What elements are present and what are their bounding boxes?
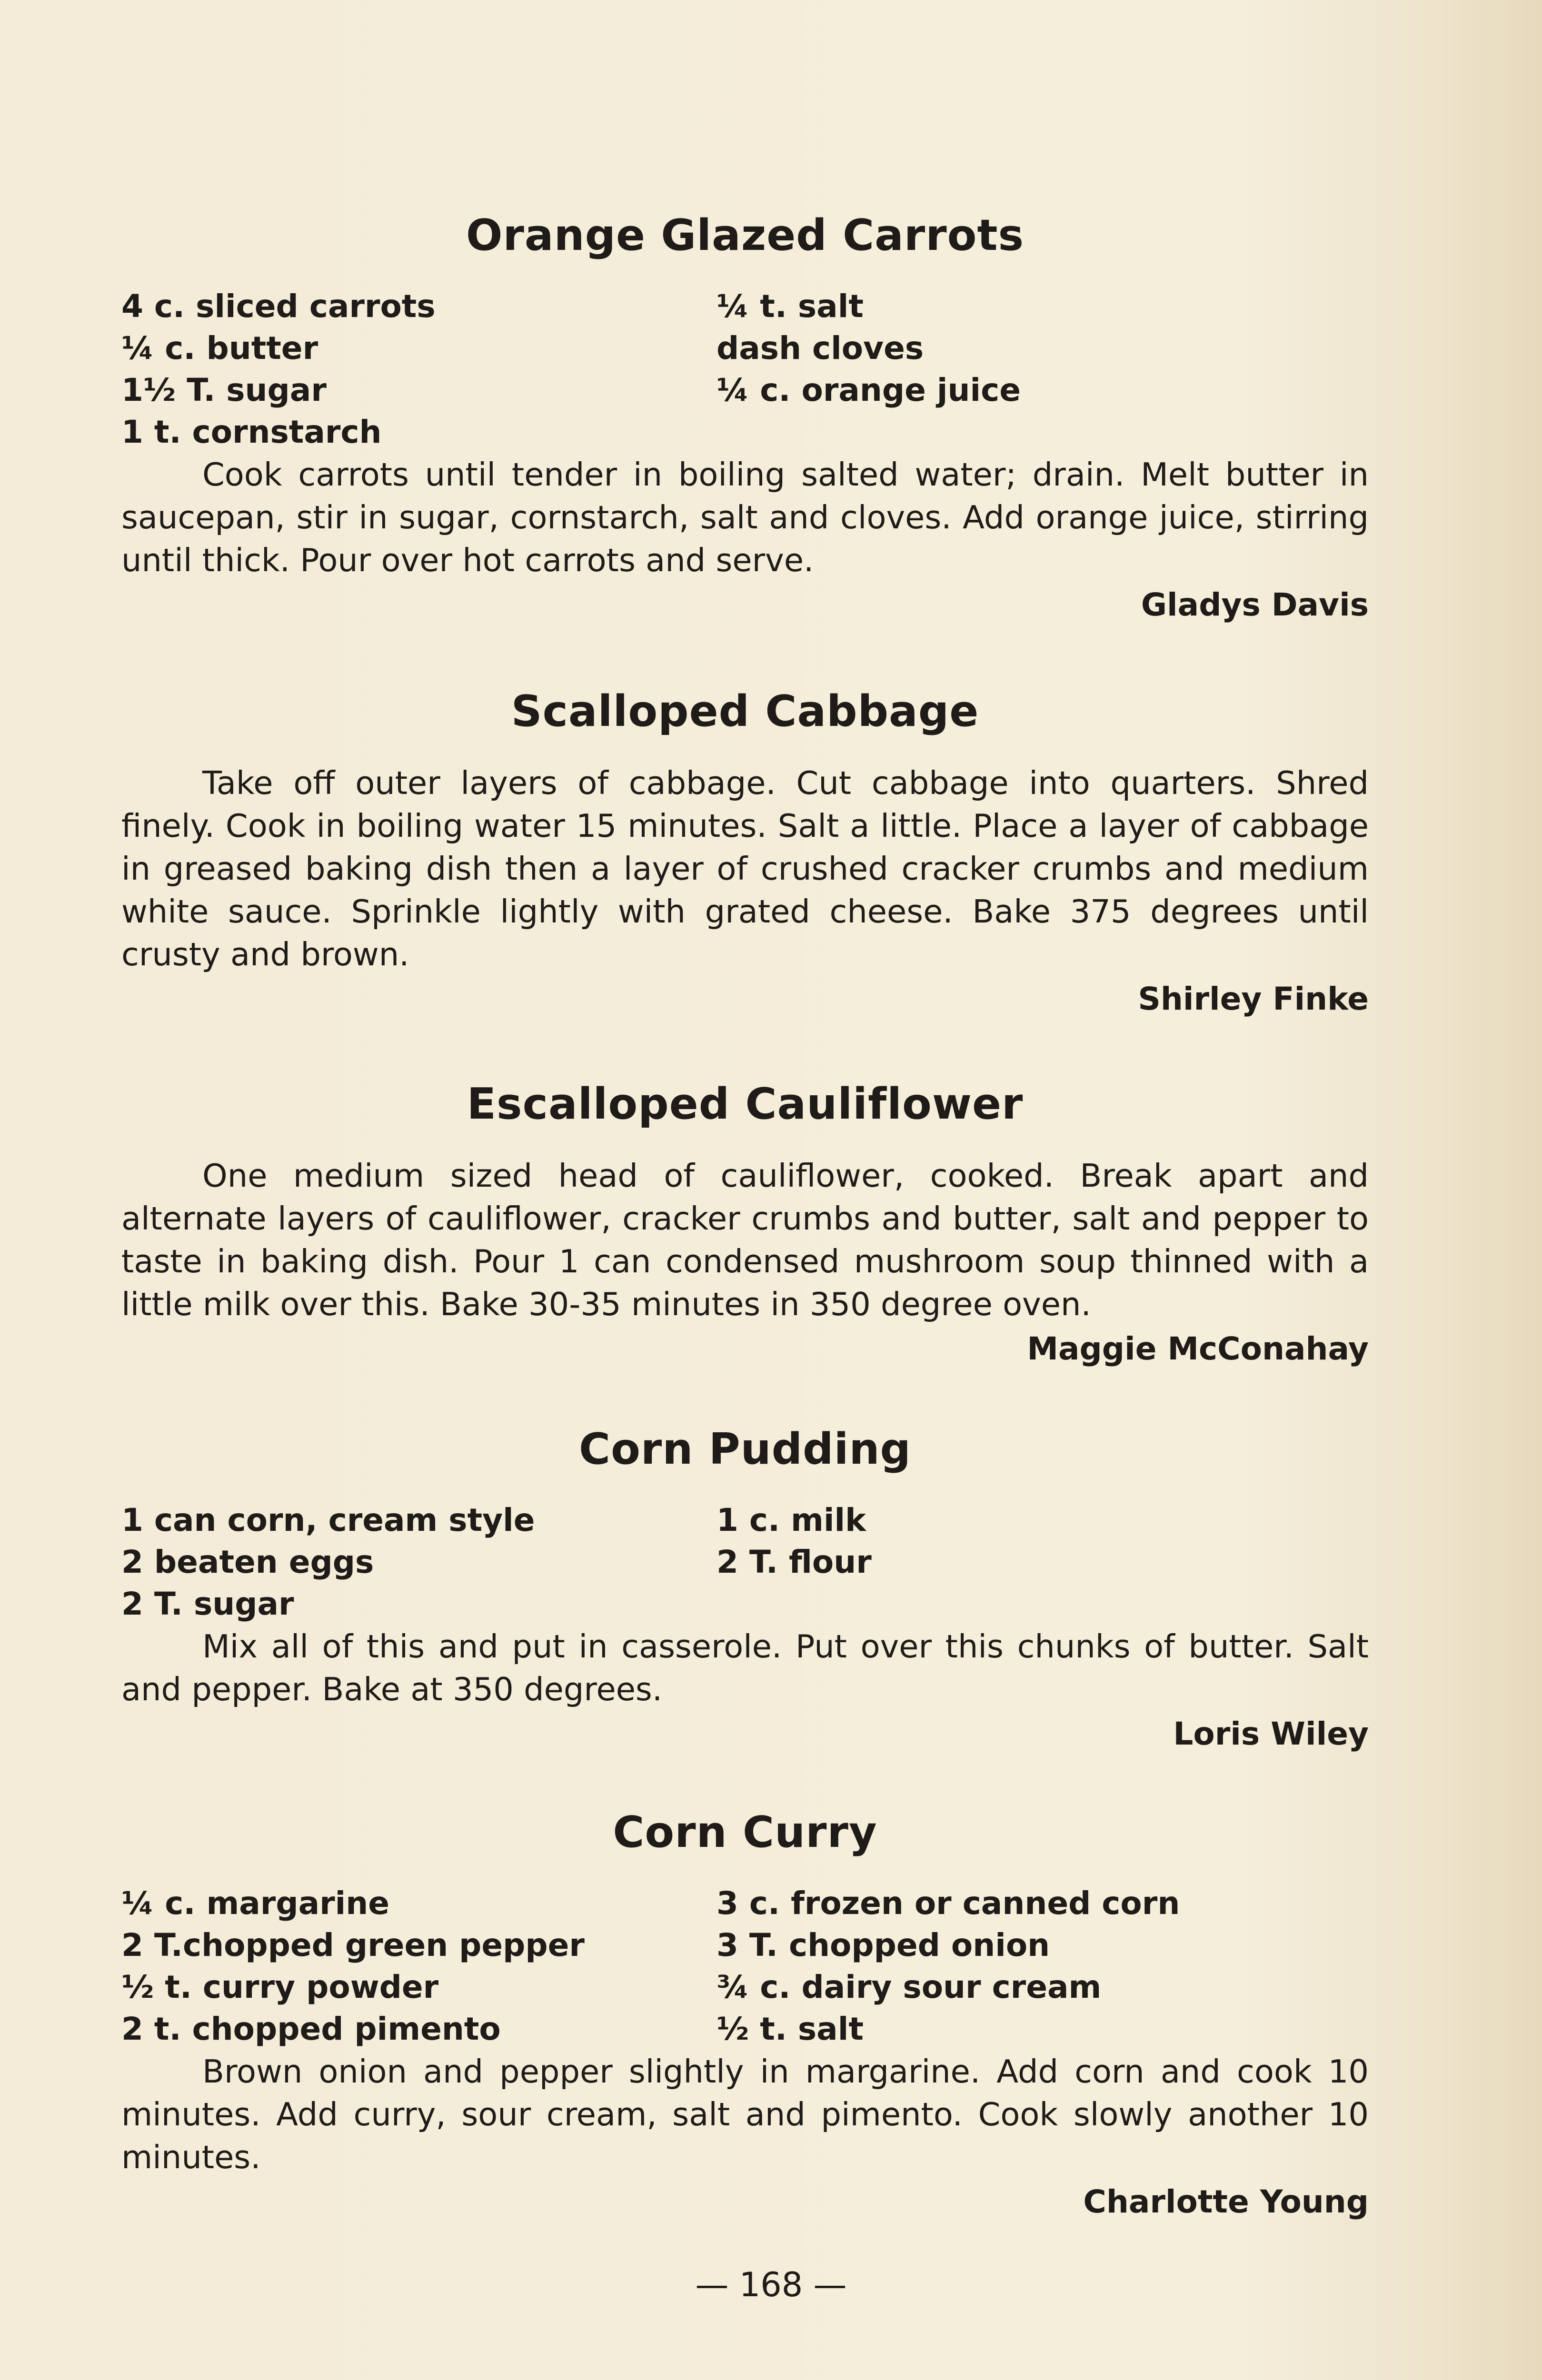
recipe-directions: Cook carrots until tender in boiling salted water; drain. Melt butter in saucepan, stir in sugar, cornstarch, salt and cloves. Add orange juice, stirring until thick. Pour over hot carrots and serve. bbox=[121, 456, 1369, 579]
recipe-orange-glazed-carrots bbox=[121, 209, 1369, 626]
ingredient: 3 T. chopped onion bbox=[716, 1927, 1050, 1964]
ingredient: 1 c. milk bbox=[716, 1502, 866, 1538]
recipe-author: Gladys Davis bbox=[1141, 586, 1369, 623]
ingredient: ¼ t. salt bbox=[716, 288, 864, 325]
ingredient-column-right bbox=[716, 1883, 1369, 2050]
ingredient-list bbox=[121, 1883, 1369, 2050]
recipe-title: Escalloped Cauliflower bbox=[467, 1079, 1024, 1129]
ingredient: ½ t. salt bbox=[716, 2011, 864, 2047]
recipe-corn-curry bbox=[121, 1806, 1369, 2223]
ingredient: ¾ c. dairy sour cream bbox=[716, 1969, 1102, 2005]
recipe-corn-pudding bbox=[121, 1423, 1369, 1755]
recipe-scalloped-cabbage bbox=[121, 685, 1369, 1021]
ingredient: ¼ c. orange juice bbox=[716, 372, 1021, 408]
ingredient-list bbox=[121, 286, 1369, 453]
page-number: — 168 — bbox=[695, 2265, 847, 2304]
ingredient-column-right bbox=[716, 1499, 1369, 1625]
recipe-directions: Mix all of this and put in casserole. Put over this chunks of butter. Salt and pepper. Bake at 350 degrees. bbox=[121, 1628, 1369, 1708]
ingredient: ¼ c. butter bbox=[121, 330, 318, 367]
ingredient: 2 T. sugar bbox=[121, 1586, 294, 1622]
ingredient: 1½ T. sugar bbox=[121, 372, 327, 408]
recipe-author: Maggie McConahay bbox=[1027, 1330, 1369, 1367]
ingredient: 1 can corn, cream style bbox=[121, 1502, 535, 1538]
ingredient: 4 c. sliced carrots bbox=[121, 288, 436, 325]
ingredient: dash cloves bbox=[716, 330, 924, 367]
recipe-directions: Brown onion and pepper slightly in margarine. Add corn and cook 10 minutes. Add curry, sour cream, salt and pimento. Cook slowly another 10 minutes. bbox=[121, 2053, 1369, 2176]
recipe-author: Loris Wiley bbox=[1173, 1716, 1369, 1752]
ingredient: 2 T. flour bbox=[716, 1544, 872, 1580]
recipe-directions: Take off outer layers of cabbage. Cut cabbage into quarters. Shred finely. Cook in boiling water 15 minutes. Salt a little. Place a layer of cabbage in greased baking dish then a layer of crushed cracker crumbs and medium white sauce. Sprinkle lightly with grated cheese. Bake 375 degrees until crusty and brown. bbox=[121, 764, 1369, 973]
recipe-title: Orange Glazed Carrots bbox=[466, 210, 1025, 260]
recipe-author: Charlotte Young bbox=[1083, 2183, 1369, 2220]
ingredient-column-left bbox=[121, 1883, 716, 2050]
recipe-author: Shirley Finke bbox=[1138, 981, 1369, 1017]
ingredient-column-left bbox=[121, 1499, 716, 1625]
recipe-escalloped-cauliflower bbox=[121, 1078, 1369, 1370]
recipe-title: Scalloped Cabbage bbox=[511, 686, 979, 736]
ingredient: 1 t. cornstarch bbox=[121, 414, 382, 450]
ingredient: 2 t. chopped pimento bbox=[121, 2011, 501, 2047]
ingredient-list bbox=[121, 1499, 1369, 1625]
ingredient: 2 beaten eggs bbox=[121, 1544, 374, 1580]
recipe-title: Corn Pudding bbox=[579, 1424, 911, 1474]
ingredient: ¼ c. margarine bbox=[121, 1885, 390, 1922]
ingredient: ½ t. curry powder bbox=[121, 1969, 439, 2005]
recipe-directions: One medium sized head of cauliflower, cooked. Break apart and alternate layers of cauliflower, cracker crumbs and butter, salt and pepper to taste in baking dish. Pour 1 can condensed mushroom soup thinned with a little milk over this. Bake 30-35 minutes in 350 degree oven. bbox=[121, 1157, 1369, 1323]
ingredient: 2 T.chopped green pepper bbox=[121, 1927, 585, 1964]
ingredient-column-left bbox=[121, 286, 716, 453]
ingredient-column-right bbox=[716, 286, 1369, 453]
ingredient: 3 c. frozen or canned corn bbox=[716, 1885, 1180, 1922]
recipe-title: Corn Curry bbox=[613, 1807, 877, 1857]
